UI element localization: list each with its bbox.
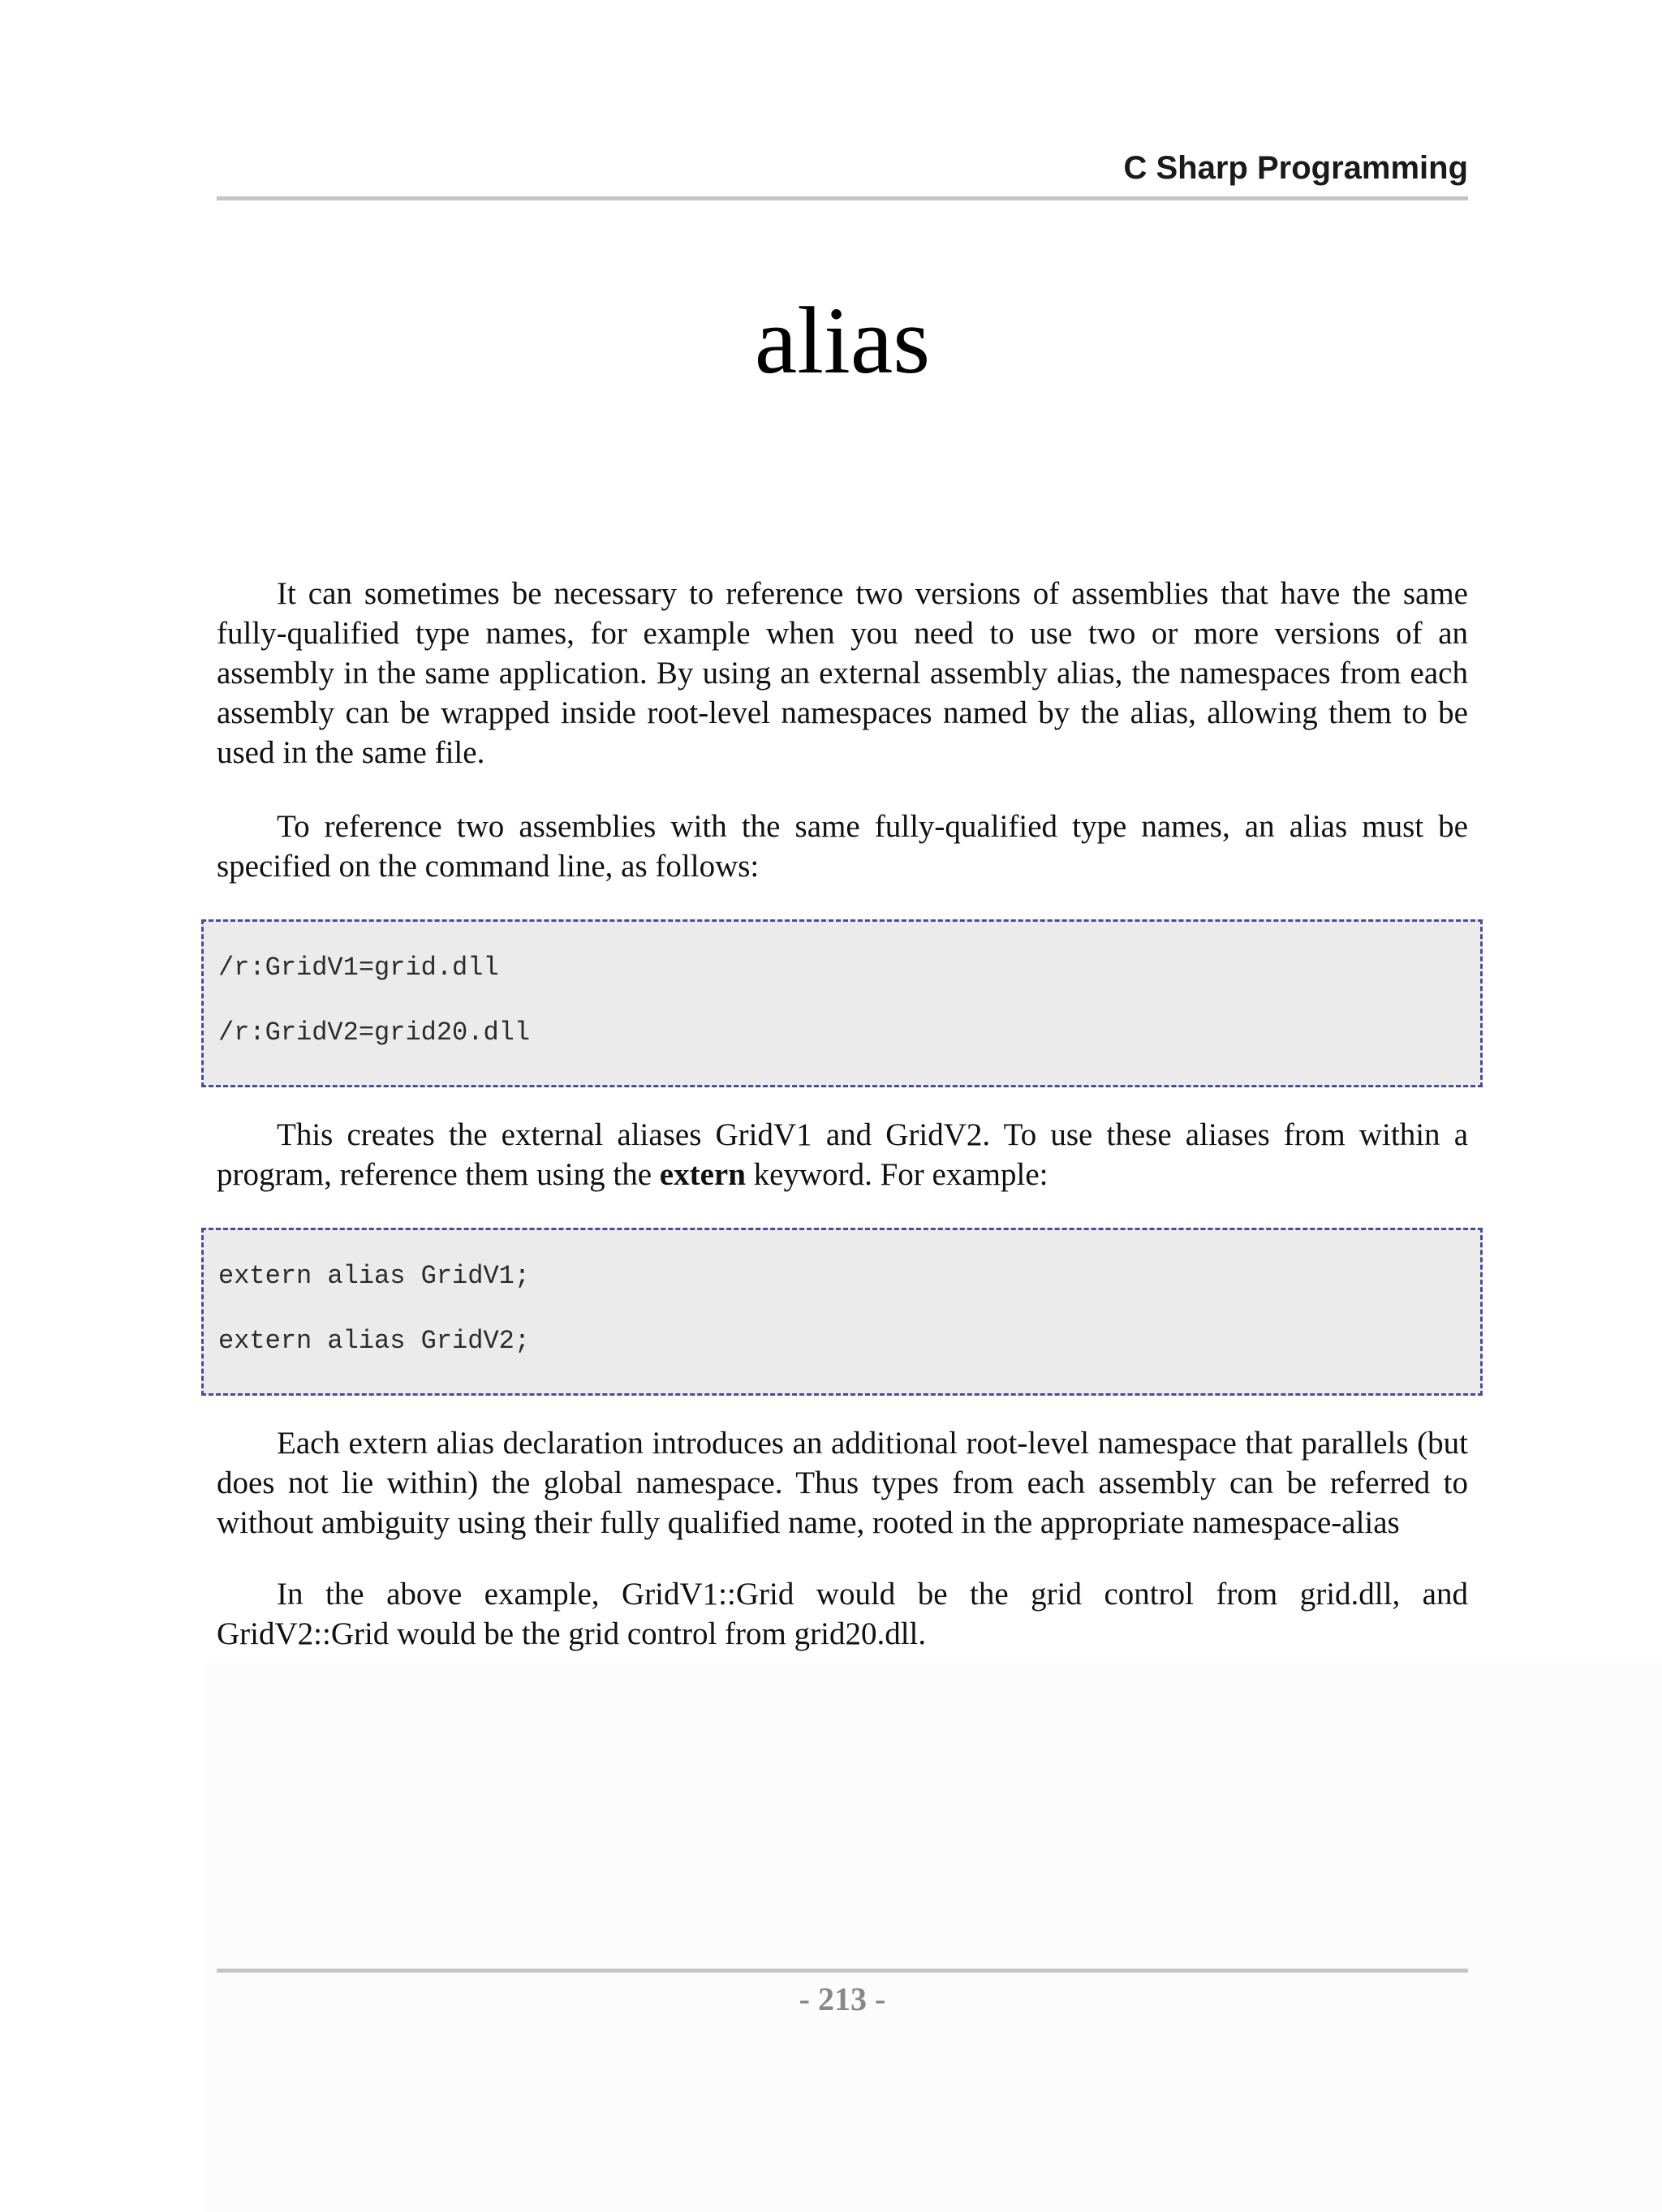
paragraph-command-line: To reference two assemblies with the same fully-qualified type names, an alias must be specified on the command line, as follows: xyxy=(217,809,1468,884)
chapter-title: alias xyxy=(754,287,931,394)
code-line: /r:GridV2=grid20.dll xyxy=(218,1018,531,1048)
page-shade xyxy=(207,1663,1662,2212)
extern-text-after: keyword. For example: xyxy=(745,1157,1048,1192)
footer-rule xyxy=(217,1969,1468,1973)
code-line: /r:GridV1=grid.dll xyxy=(218,953,499,983)
code-line: extern alias GridV2; xyxy=(218,1326,531,1356)
code-block-command-line xyxy=(201,919,1483,1087)
extern-text-before: This creates the external aliases GridV1 and GridV2. To use these aliases from within a program, reference them using the xyxy=(217,1117,1468,1192)
paragraph-example: In the above example, GridV1::Grid would be the grid control from grid.dll, and GridV2::Grid would be the grid control from grid20.dll. xyxy=(217,1577,1468,1651)
running-header xyxy=(217,146,1468,200)
paragraph-extern xyxy=(217,1115,1468,1194)
extern-keyword: extern xyxy=(659,1157,746,1192)
page-number: - 213 - xyxy=(799,1981,886,2017)
running-header-title: C Sharp Programming xyxy=(1123,150,1468,186)
code-block-extern xyxy=(201,1228,1483,1396)
paragraph-intro: It can sometimes be necessary to reference two versions of assemblies that have the same fully-qualified type names, for example when you need to use two or more versions of an assembly in the same application. By using an external assembly alias, the namespaces from each assembly can be wrapped inside root-level namespaces named by the alias, allowing them to be used in the same file. xyxy=(217,576,1468,770)
code-line: extern alias GridV1; xyxy=(218,1261,531,1291)
paragraph-namespace: Each extern alias declaration introduces an additional root-level namespace that parallels (but does not lie within) the global namespace. Thus types from each assembly can be referred to without ambiguity using their fully qualified name, rooted in the appropriate namespace-alias xyxy=(217,1426,1468,1540)
